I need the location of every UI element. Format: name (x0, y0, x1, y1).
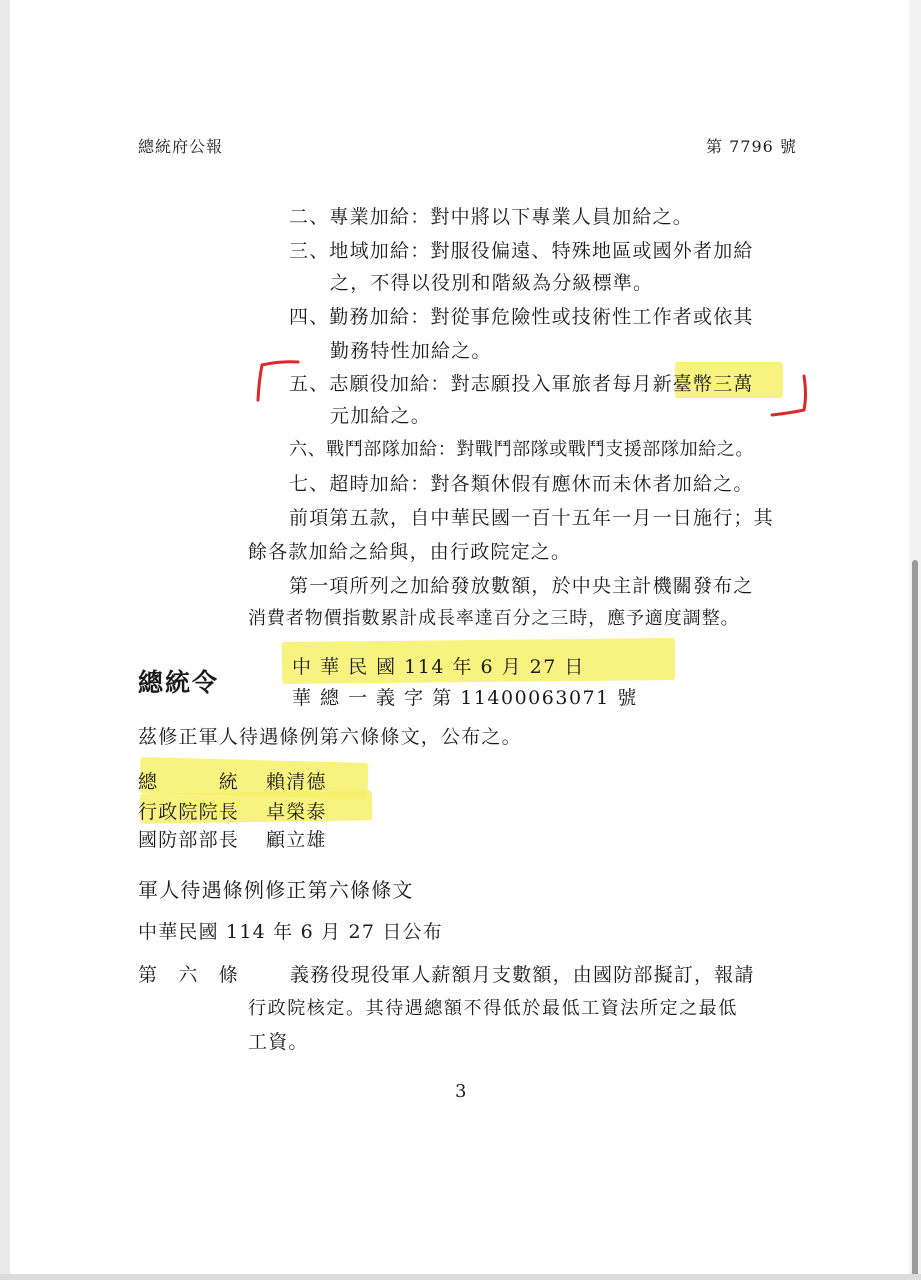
item-4-cont: 勤務特性加給之。 (330, 340, 492, 362)
article-line-3: 工資。 (248, 1031, 309, 1053)
order-text: 茲修正軍人待遇條例第六條條文，公布之。 (138, 726, 522, 748)
item-6: 六、戰鬥部隊加給：對戰鬥部隊或戰鬥支援部隊加給之。 (289, 439, 754, 460)
article-label: 第 六 條 (138, 964, 240, 986)
red-bracket-right (760, 370, 820, 420)
law-title: 軍人待遇條例修正第六條條文 (138, 878, 414, 902)
item-3-cont: 之，不得以役別和階級為分級標準。 (330, 272, 654, 294)
item-5: 五、志願役加給：對志願投入軍旅者每月新臺幣三萬 (289, 373, 754, 395)
signatory-defense-name: 顧立雄 (266, 829, 327, 851)
paragraph-1-line-1: 前項第五款，自中華民國一百十五年一月一日施行；其 (289, 507, 774, 529)
issue-number: 第 7796 號 (706, 137, 797, 156)
item-2: 二、專業加給：對中將以下專業人員加給之。 (289, 206, 694, 228)
article-line-1: 義務役現役軍人薪額月支數額，由國防部擬訂，報請 (290, 964, 755, 986)
law-promulgation-date: 中華民國 114 年 6 月 27 日公布 (138, 921, 443, 943)
signatory-president-name: 賴清德 (266, 771, 327, 793)
signatory-president-role: 總 統 (138, 771, 240, 793)
paragraph-2-line-1: 第一項所列之加給發放數額，於中央主計機關發布之 (289, 575, 754, 597)
order-number: 華 總 一 義 字 第 11400063071 號 (292, 687, 638, 709)
left-edge (0, 0, 10, 1280)
signatory-premier-name: 卓榮泰 (266, 801, 327, 823)
item-3: 三、地域加給：對服役偏遠、特殊地區或國外者加給 (289, 240, 754, 262)
bottom-edge (0, 1274, 921, 1280)
paragraph-2-line-2: 消費者物價指數累計成長率達百分之三時，應予適度調整。 (248, 608, 740, 629)
page-number: 3 (455, 1081, 468, 1102)
item-5-cont: 元加給之。 (330, 405, 432, 427)
paragraph-1-line-2: 餘各款加給之給與，由行政院定之。 (248, 541, 572, 563)
item-7: 七、超時加給：對各類休假有應休而未休者加給之。 (289, 473, 754, 495)
scrollbar[interactable] (912, 560, 918, 1280)
article-line-2: 行政院核定。其待遇總額不得低於最低工資法所定之最低 (248, 998, 738, 1019)
order-date: 中 華 民 國 114 年 6 月 27 日 (292, 656, 585, 678)
signatory-defense-role: 國防部部長 (138, 829, 240, 851)
order-title: 總統令 (138, 668, 220, 697)
item-4: 四、勤務加給：對從事危險性或技術性工作者或依其 (289, 306, 754, 328)
signatory-premier-role: 行政院院長 (138, 801, 240, 823)
gazette-title: 總統府公報 (138, 137, 224, 156)
